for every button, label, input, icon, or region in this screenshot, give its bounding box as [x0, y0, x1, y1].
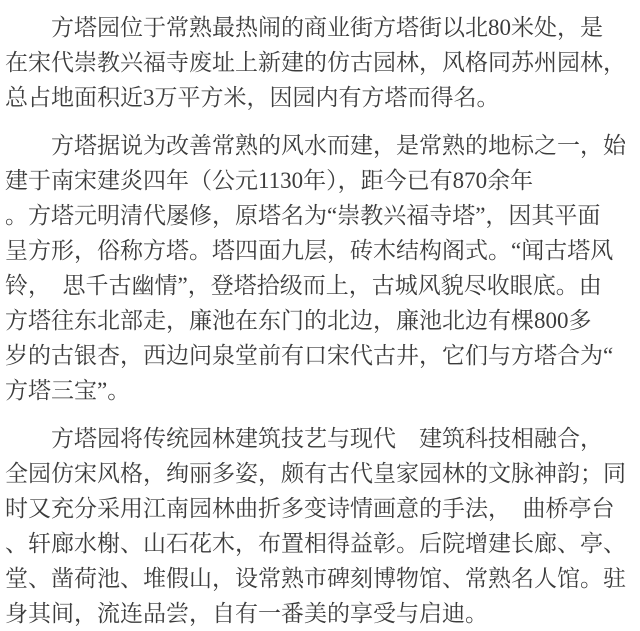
paragraph-intro [5, 10, 636, 115]
text-line: 方塔三宝”。 [5, 378, 131, 403]
text-line: 方塔园位于常熟最热闹的商业街方塔街以北80米处，是 [51, 15, 603, 40]
text-line: 堂、凿荷池、堆假山，设常熟市碑刻博物馆、常熟名人馆。驻 [5, 566, 626, 591]
text-line: 、轩廊水榭、山石花木，布置相得益彰。后院增建长廊、亭、 [5, 531, 626, 556]
text-line: 。方塔元明清代屡修，原塔名为“崇教兴福寺塔”，因其平面 [5, 203, 601, 228]
text-line: 身其间，流连品尝，自有一番美的享受与启迪。 [5, 601, 488, 626]
text-line: 方塔往东北部走，廉池在东门的北边，廉池北边有棵800多 [5, 308, 592, 333]
paragraph-design [5, 421, 636, 631]
text-line: 铃， 思千古幽情”，登塔拾级而上，古城风貌尽收眼底。由 [5, 273, 602, 298]
text-line: 岁的古银杏，西边问泉堂前有口宋代古井，它们与方塔合为“ [5, 343, 614, 368]
text-line: 呈方形，俗称方塔。塔四面九层，砖木结构阁式。“闻古塔风 [5, 238, 614, 263]
text-line: 总占地面积近3万平方米，因园内有方塔而得名。 [5, 85, 500, 110]
text-line: 时又充分采用江南园林曲折多变诗情画意的手法， 曲桥亭台 [5, 496, 615, 521]
text-line: 在宋代崇教兴福寺废址上新建的仿古园林，风格同苏州园林， [5, 50, 626, 75]
text-line: 方塔园将传统园林建筑技艺与现代 建筑科技相融合， [51, 426, 603, 451]
text-line: 建于南宋建炎四年（公元1130年），距今已有870余年 [5, 168, 534, 193]
paragraph-history [5, 128, 636, 408]
text-line: 方塔据说为改善常熟的风水而建，是常熟的地标之一，始 [51, 133, 626, 158]
text-line: 全园仿宋风格，绚丽多姿，颇有古代皇家园林的文脉神韵；同 [5, 461, 626, 486]
